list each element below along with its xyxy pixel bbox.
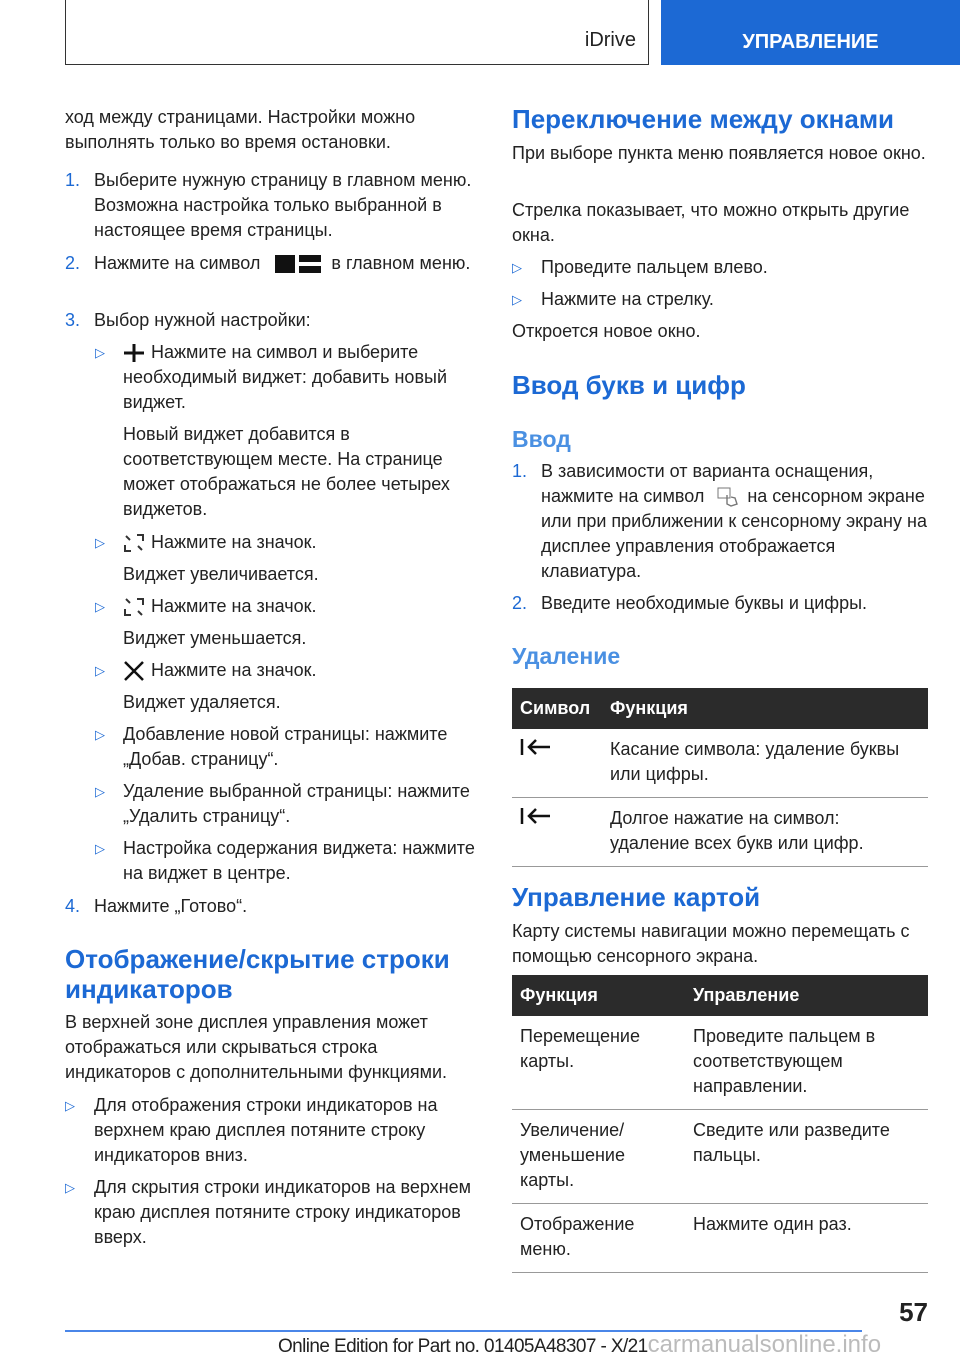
switch-text-2: Стрелка показывает, что можно открыть другие окна. bbox=[512, 200, 910, 245]
table-cell: Долгое нажатие на символ: удаление всех букв или цифр. bbox=[602, 798, 928, 867]
step-number: 3. bbox=[65, 310, 81, 330]
sub-shrink bbox=[65, 594, 538, 619]
switch-bullet bbox=[512, 287, 928, 312]
close-icon bbox=[123, 661, 145, 681]
sub-text: Настройка содержания виджета: нажмите на виджет в центре. bbox=[123, 838, 475, 883]
sub-note: Новый виджет добавится в соответствующем месте. На странице может отображаться не более четырех виджетов. bbox=[123, 424, 450, 519]
bullet-text: Для отображения строки индикаторов на верхнем краю дисплея потяните строку индикаторов вниз. bbox=[94, 1095, 438, 1165]
bullet-text: Проведите пальцем влево. bbox=[541, 257, 768, 277]
sub-note: Виджет увеличивается. bbox=[123, 564, 319, 584]
table-row bbox=[512, 1110, 928, 1204]
step-number: 1. bbox=[512, 461, 528, 481]
heading-indicators: Отображение/скрытие строки индикаторов bbox=[65, 944, 450, 1004]
step-text: Выбор нужной настройки: bbox=[94, 310, 311, 330]
sub-text: Нажмите на значок. bbox=[151, 660, 317, 680]
sub-delete bbox=[65, 658, 538, 683]
step-2 bbox=[65, 251, 509, 276]
col-header: Управление bbox=[685, 975, 928, 1016]
watermark: carmanualsonline.info bbox=[647, 1331, 882, 1358]
header-title: iDrive bbox=[584, 29, 636, 51]
input-step-2 bbox=[512, 591, 957, 616]
bullet-icon: ▷ bbox=[512, 292, 522, 307]
step-text: Нажмите на символ bbox=[94, 253, 261, 273]
sub-note: Виджет удаляется. bbox=[123, 692, 281, 712]
bullet-text: Для скрытия строки индикаторов на верхнем краю дисплея потяните строку индикаторов вверх. bbox=[94, 1177, 472, 1247]
heading-switch-windows: Переключение между окнами bbox=[512, 104, 895, 134]
indicators-bullet bbox=[65, 1175, 480, 1250]
keyboard-touch-icon bbox=[717, 487, 739, 507]
sub-text: Удаление выбранной страницы: нажмите „Удалить страницу“. bbox=[123, 781, 470, 826]
sub-delete-page bbox=[65, 779, 480, 829]
step-text: на сенсорном экране или при приближении к сенсорному экрану на дисплее управления отображается клавиатура. bbox=[541, 486, 927, 581]
map-table bbox=[512, 975, 928, 1273]
table-cell: Проведите пальцем в соответствующем направлении. bbox=[685, 1016, 928, 1110]
header-box bbox=[65, 0, 649, 65]
sub-text: Нажмите на значок. bbox=[151, 532, 317, 552]
table-row bbox=[512, 1204, 928, 1273]
table-cell: Сведите или разведите пальцы. bbox=[685, 1110, 928, 1204]
step-number: 2. bbox=[65, 253, 81, 273]
collapse-icon bbox=[123, 597, 145, 617]
heading-map: Управление картой bbox=[512, 882, 761, 912]
step-text: Выберите нужную страницу в главном меню. Возможна настройка только выбранной в настоящее время страницы. bbox=[94, 170, 472, 240]
bullet-icon: ▷ bbox=[65, 1180, 75, 1195]
sub-note: Виджет уменьшается. bbox=[123, 628, 307, 648]
switch-text-1: При выборе пункта меню появляется новое окно. bbox=[512, 143, 926, 163]
edition-text: Online Edition for Part no. 01405A48307 - X/21 bbox=[278, 1336, 648, 1357]
sub-add-page bbox=[65, 722, 480, 772]
step-4 bbox=[65, 894, 509, 919]
step-text: Нажмите „Готово“. bbox=[94, 896, 248, 916]
sub-text: Нажмите на символ и выберите необходимый виджет: добавить новый виджет. bbox=[123, 342, 447, 412]
table-cell: Нажмите один раз. bbox=[685, 1204, 928, 1273]
sub-enlarge bbox=[65, 530, 480, 555]
footer-edition bbox=[278, 1332, 881, 1359]
step-3 bbox=[65, 308, 509, 333]
heading-delete: Удаление bbox=[512, 643, 621, 669]
backspace-icon bbox=[520, 737, 552, 757]
input-step-1 bbox=[512, 459, 928, 584]
switch-bullet bbox=[512, 255, 928, 280]
col-header: Функция bbox=[602, 688, 928, 729]
indicators-text: В верхней зоне дисплея управления может отображаться или скрываться строка индикаторов с дополнительными функциями. bbox=[65, 1012, 448, 1082]
map-text: Карту системы навигации можно перемещать с помощью сенсорного экрана. bbox=[512, 921, 910, 966]
delete-table bbox=[512, 688, 928, 867]
table-cell: Касание символа: удаление буквы или цифры. bbox=[602, 729, 928, 798]
sub-widget-content bbox=[65, 836, 480, 886]
step-1 bbox=[65, 168, 509, 243]
page-number: 57 bbox=[899, 1297, 928, 1327]
table-row bbox=[512, 1016, 928, 1110]
sub-text: Нажмите на значок. bbox=[151, 596, 317, 616]
menu-layout-icon bbox=[275, 254, 321, 274]
bullet-icon: ▷ bbox=[95, 727, 105, 742]
plus-icon bbox=[123, 343, 145, 363]
bullet-icon: ▷ bbox=[95, 784, 105, 799]
step-number: 4. bbox=[65, 896, 81, 916]
bullet-icon: ▷ bbox=[95, 345, 105, 360]
heading-input: Ввод букв и цифр bbox=[512, 370, 746, 400]
switch-text-3: Откроется новое окно. bbox=[512, 321, 701, 341]
bullet-text: Нажмите на стрелку. bbox=[541, 289, 714, 309]
bullet-icon: ▷ bbox=[95, 663, 105, 678]
table-cell: Отображение меню. bbox=[512, 1204, 685, 1273]
table-row bbox=[512, 798, 928, 867]
table-row bbox=[512, 729, 928, 798]
col-header: Функция bbox=[512, 975, 685, 1016]
bullet-icon: ▷ bbox=[65, 1098, 75, 1113]
bullet-icon: ▷ bbox=[512, 260, 522, 275]
sub-text: Добавление новой страницы: нажмите „Добав. страницу“. bbox=[123, 724, 448, 769]
step-text: В зависимости от варианта оснащения, нажмите на символ bbox=[541, 461, 874, 506]
sub-add-widget bbox=[65, 340, 480, 415]
backspace-icon bbox=[520, 806, 552, 826]
step-number: 1. bbox=[65, 170, 81, 190]
bullet-icon: ▷ bbox=[95, 841, 105, 856]
bullet-icon: ▷ bbox=[95, 599, 105, 614]
step-text: в главном меню. bbox=[331, 253, 471, 273]
table-cell: Перемещение карты. bbox=[512, 1016, 685, 1110]
intro-text: ход между страницами. Настройки можно выполнять только во время остановки. bbox=[65, 107, 416, 152]
section-tab: УПРАВЛЕНИЕ bbox=[661, 0, 960, 65]
step-number: 2. bbox=[512, 593, 528, 613]
step-text: Введите необходимые буквы и цифры. bbox=[541, 593, 868, 613]
table-cell: Увеличение/ уменьшение карты. bbox=[512, 1110, 685, 1204]
bullet-icon: ▷ bbox=[95, 535, 105, 550]
heading-vvod: Ввод bbox=[512, 426, 571, 452]
indicators-bullet bbox=[65, 1093, 480, 1168]
expand-icon bbox=[123, 533, 145, 553]
col-header: Символ bbox=[512, 688, 602, 729]
